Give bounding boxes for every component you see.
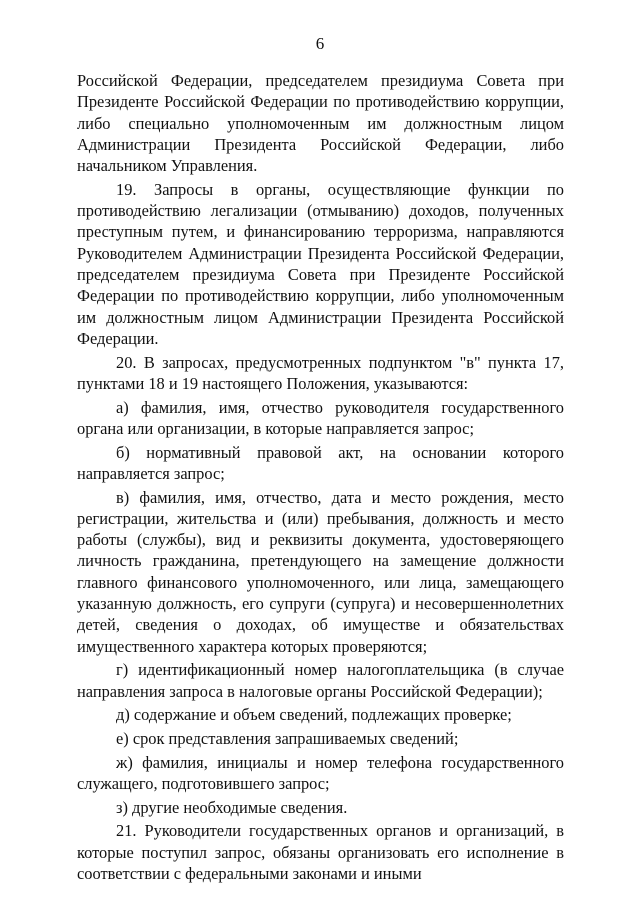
document-body (77, 70, 564, 887)
subitem-d: д) содержание и объем сведений, подлежащих проверке; (116, 705, 512, 725)
subitem-zh: ж) фамилия, инициалы и номер телефона государственного служащего, подготовившего запрос; (77, 752, 564, 794)
paragraph-continuation: Российской Федерации, председателем президиума Совета при Президенте Российской Федерации по противодействию коррупции, либо специально уполномоченным им должностным лицом Администрации Президента Российской Федерации, либо начальником Управления. (77, 71, 564, 176)
paragraph-item-19: 19. Запросы в органы, осуществляющие функции по противодействию легализации (отмыванию) доходов, полученных преступным путем, и финансированию терроризма, направляются Руководителем Администрации Президента Российской Федерации, председателем президиума Совета при Президенте Российской Федерации по противодействию коррупции, либо уполномоченным им должностным лицом Администрации Президента Российской Федерации. (77, 179, 564, 348)
subitem-e: е) срок представления запрашиваемых сведений; (116, 729, 459, 749)
paragraph-item-20: 20. В запросах, предусмотренных подпунктом "в" пункта 17, пунктами 18 и 19 настоящего Положения, указываются: (77, 352, 564, 393)
page-number: 6 (315, 34, 325, 53)
paragraph-item-21: 21. Руководители государственных органов и организаций, в которые поступил запрос, обязаны организовать его исполнение в соответствии с федеральными законами и иными (77, 821, 564, 883)
subitem-v: в) фамилия, имя, отчество, дата и место рождения, место регистрации, жительства и (или) пребывания, должность и место работы (службы), вид и реквизиты документа, удостоверяющего личность гражданина, претендующего на замещение должности главного финансового уполномоченного, или лица, замещающего указанную должность, его супруги (супруга) и несовершеннолетних детей, сведения о доходах, об имуществе и обязательствах имущественного характера которых проверяются; (77, 487, 564, 656)
subitem-b: б) нормативный правовой акт, на основании которого направляется запрос; (77, 442, 564, 483)
subitem-a: а) фамилия, имя, отчество руководителя государственного органа или организации, в которые направляется запрос; (77, 397, 564, 438)
subitem-g: г) идентификационный номер налогоплательщика (в случае направления запроса в налоговые органы Российской Федерации); (77, 660, 564, 701)
subitem-z: з) другие необходимые сведения. (116, 797, 348, 817)
